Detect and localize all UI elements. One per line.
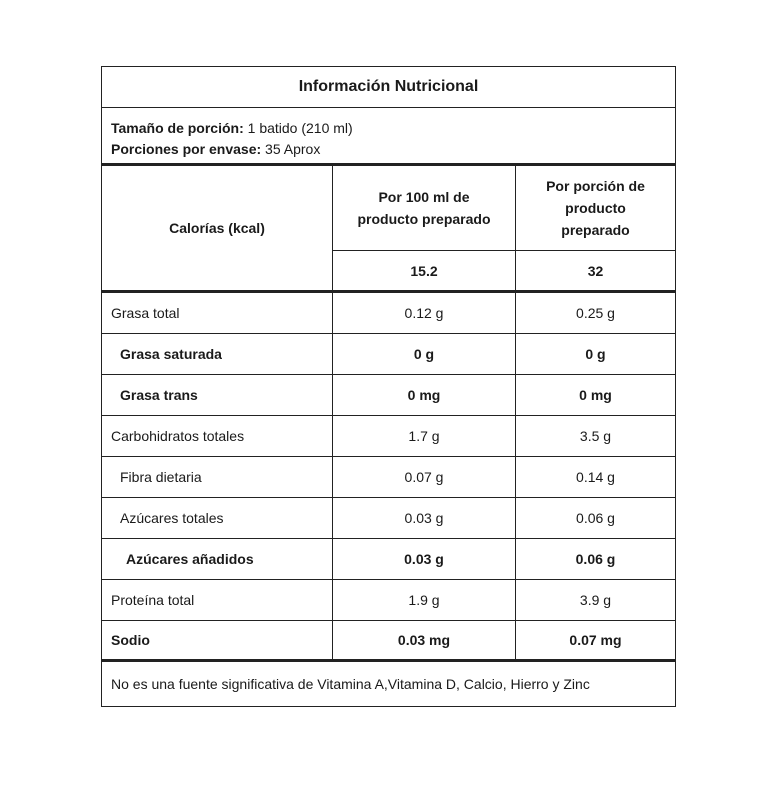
- panel-title: Información Nutricional: [102, 67, 675, 108]
- nutrient-value-per-100ml: 0.03 mg: [333, 621, 516, 662]
- nutrient-value-per-100ml: 1.7 g: [333, 416, 516, 457]
- column-header-per-serving-text: Por porción de producto preparado: [546, 178, 645, 238]
- nutrient-label: Fibra dietaria: [102, 457, 333, 498]
- nutrient-value-per-serving: 0.14 g: [516, 457, 675, 498]
- nutrient-value-per-100ml: 0.12 g: [333, 293, 516, 334]
- nutrient-value-per-serving: 0 g: [516, 334, 675, 375]
- serving-size: [111, 118, 666, 139]
- nutrition-facts-panel: [101, 66, 676, 707]
- nutrient-value-per-serving: 0.06 g: [516, 539, 675, 580]
- nutrient-value-per-serving: 3.9 g: [516, 580, 675, 621]
- nutrient-label: Carbohidratos totales: [102, 416, 333, 457]
- nutrient-label: Grasa saturada: [102, 334, 333, 375]
- nutrient-value-per-serving: 0.06 g: [516, 498, 675, 539]
- column-header-per-100ml-text: Por 100 ml de producto preparado: [357, 189, 491, 227]
- nutrient-label: Proteína total: [102, 580, 333, 621]
- calories-per-100ml: 15.2: [333, 251, 516, 293]
- servings-per-container: [111, 139, 666, 160]
- nutrient-value-per-100ml: 0.03 g: [333, 498, 516, 539]
- calories-label: Calorías (kcal): [102, 166, 333, 293]
- nutrient-value-per-100ml: 0.07 g: [333, 457, 516, 498]
- nutrient-label: Azúcares añadidos: [102, 539, 333, 580]
- nutrient-value-per-serving: 0.07 mg: [516, 621, 675, 662]
- nutrient-value-per-100ml: 0 mg: [333, 375, 516, 416]
- nutrient-value-per-100ml: 0.03 g: [333, 539, 516, 580]
- nutrient-value-per-100ml: 1.9 g: [333, 580, 516, 621]
- serving-info: [102, 108, 675, 166]
- nutrition-table: [102, 166, 675, 662]
- column-header-per-100ml: [333, 166, 516, 251]
- column-header-per-serving: [516, 166, 675, 251]
- servings-per-container-label: Porciones por envase:: [111, 141, 262, 157]
- nutrient-value-per-serving: 3.5 g: [516, 416, 675, 457]
- calories-per-serving: 32: [516, 251, 675, 293]
- nutrient-label: Grasa trans: [102, 375, 333, 416]
- footnote: No es una fuente significativa de Vitamina A,Vitamina D, Calcio, Hierro y Zinc: [111, 676, 590, 692]
- servings-per-container-value: 35 Aprox: [261, 141, 321, 157]
- nutrient-label: Azúcares totales: [102, 498, 333, 539]
- serving-size-label: Tamaño de porción:: [111, 120, 244, 136]
- nutrient-value-per-100ml: 0 g: [333, 334, 516, 375]
- nutrient-value-per-serving: 0.25 g: [516, 293, 675, 334]
- serving-size-value: 1 batido (210 ml): [243, 120, 353, 136]
- nutrient-value-per-serving: 0 mg: [516, 375, 675, 416]
- nutrient-label: Sodio: [102, 621, 333, 662]
- nutrient-label: Grasa total: [102, 293, 333, 334]
